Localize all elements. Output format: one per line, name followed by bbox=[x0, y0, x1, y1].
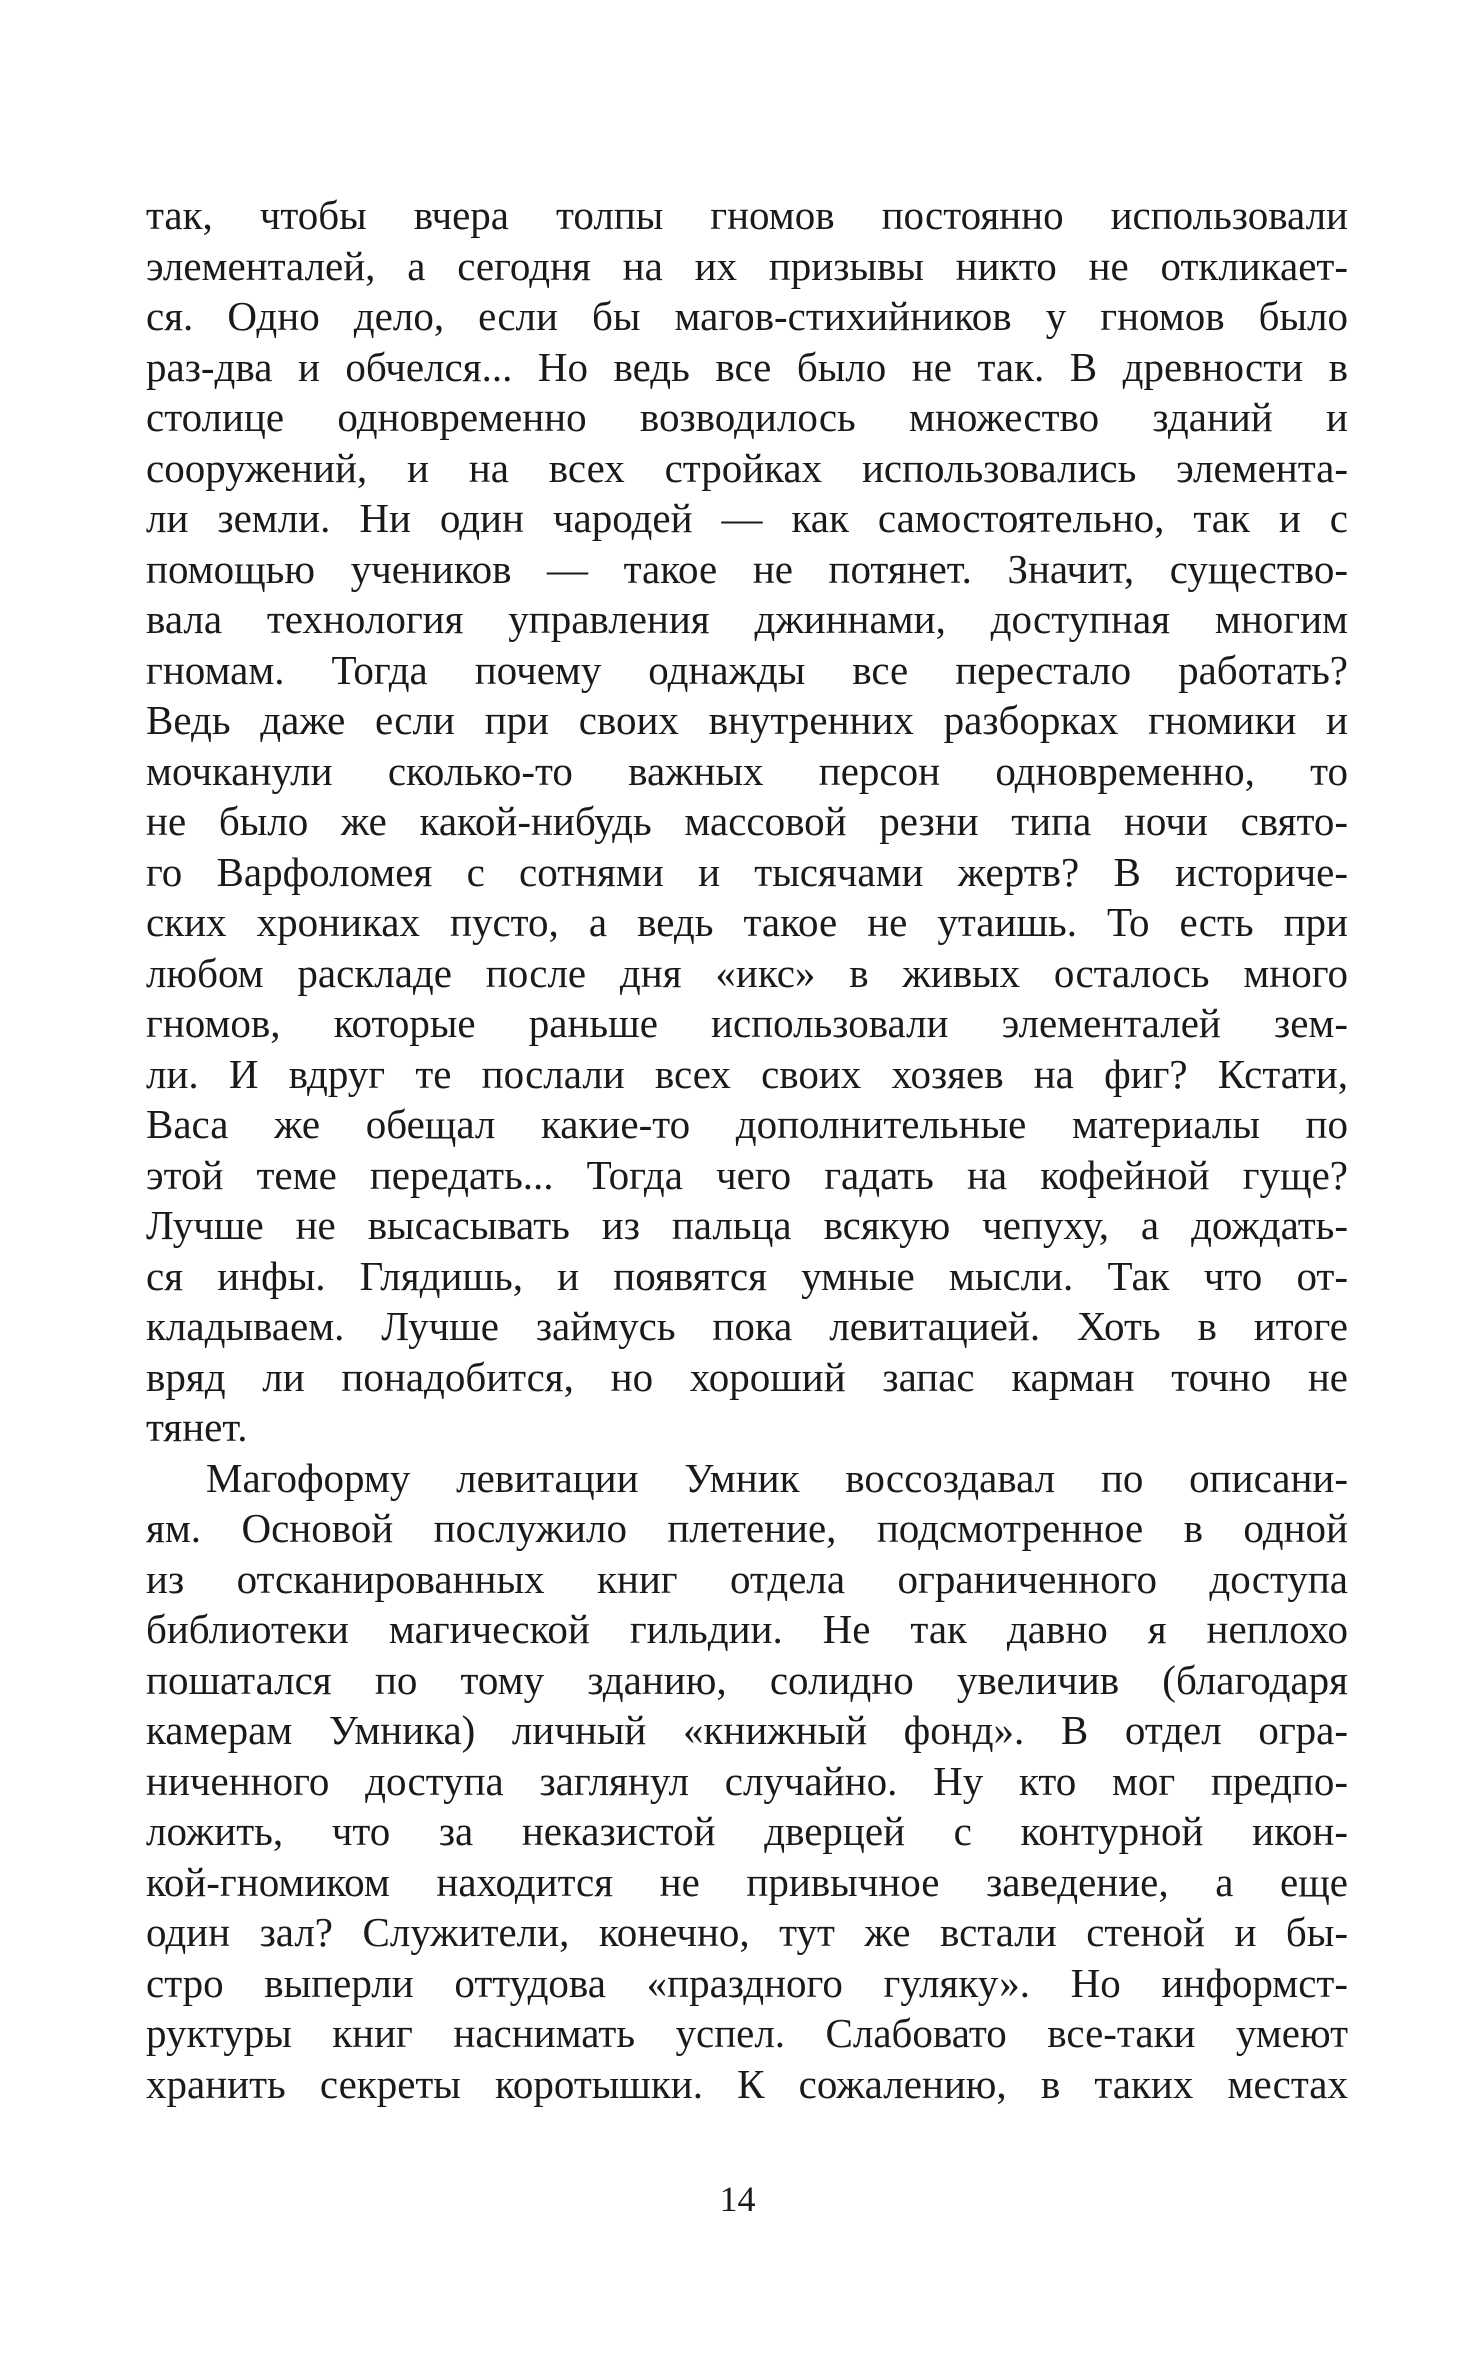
text-line: ли. И вдруг те послали всех своих хозяев на фиг? Кстати, bbox=[146, 1050, 1348, 1097]
text-line: так, чтобы вчера толпы гномов постоянно использовали bbox=[146, 192, 1348, 238]
text-line: кладываем. Лучше займусь пока левитацией. Хоть в итоге bbox=[146, 1303, 1348, 1349]
text-line: кой-гномиком находится не привычное заведение, а еще bbox=[146, 1858, 1348, 1905]
text-line: из отсканированных книг отдела ограниченного доступа bbox=[146, 1555, 1348, 1602]
text-line: пошатался по тому зданию, солидно увеличив (благодаря bbox=[146, 1656, 1348, 1703]
text-line: хранить секреты коротышки. К сожалению, в таких местах bbox=[146, 2060, 1348, 2107]
page-number: 14 bbox=[719, 2179, 756, 2219]
text-line: сооружений, и на всех стройках использовались элемента- bbox=[146, 444, 1348, 491]
paragraph bbox=[146, 1453, 1348, 2110]
text-line: ся. Одно дело, если бы магов-стихийников у гномов было bbox=[146, 293, 1348, 339]
text-line: раз-два и обчелся... Но ведь все было не так. В древности в bbox=[146, 343, 1348, 390]
text-line: один зал? Служители, конечно, тут же встали стеной и бы- bbox=[146, 1909, 1348, 1955]
text-line: библиотеки магической гильдии. Не так давно я неплохо bbox=[146, 1606, 1348, 1652]
text-line: Васа же обещал какие-то дополнительные материалы по bbox=[146, 1101, 1348, 1147]
text-line: помощью учеников — такое не потянет. Значит, существо- bbox=[146, 545, 1348, 592]
text-line: этой теме передать... Тогда чего гадать на кофейной гуще? bbox=[146, 1151, 1348, 1198]
text-line: Ведь даже если при своих внутренних разборках гномики и bbox=[146, 697, 1348, 743]
text-line: вала технология управления джиннами, доступная многим bbox=[146, 596, 1348, 642]
text-line: ских хрониках пусто, а ведь такое не утаишь. То есть при bbox=[146, 899, 1348, 945]
text-line: стро выперли оттудова «праздного гуляку». Но информст- bbox=[146, 1959, 1348, 2006]
text-line: элементалей, а сегодня на их призывы никто не откликает- bbox=[146, 242, 1348, 289]
text-line: гномов, которые раньше использовали элементалей зем- bbox=[146, 1000, 1348, 1046]
text-line: вряд ли понадобится, но хороший запас карман точно не bbox=[146, 1353, 1348, 1400]
text-line: гномам. Тогда почему однажды все перестало работать? bbox=[146, 646, 1348, 693]
text-line: столице одновременно возводилось множество зданий и bbox=[146, 394, 1348, 440]
text-line: ли земли. Ни один чародей — как самостоятельно, так и с bbox=[146, 495, 1348, 541]
text-line: мочканули сколько-то важных персон одновременно, то bbox=[146, 747, 1348, 794]
text-line: ям. Основой послужило плетение, подсмотренное в одной bbox=[146, 1505, 1348, 1551]
body-text bbox=[146, 190, 1348, 2109]
text-line: камерам Умника) личный «книжный фонд». В отдел огра- bbox=[146, 1707, 1348, 1753]
text-line: руктуры книг наснимать успел. Слабовато все-таки умеют bbox=[146, 2010, 1348, 2056]
text-line: любом раскладе после дня «икс» в живых осталось много bbox=[146, 949, 1348, 996]
text-line: ся инфы. Глядишь, и появятся умные мысли. Так что от- bbox=[146, 1252, 1348, 1299]
text-line: тянет. bbox=[146, 1404, 248, 1450]
text-line: го Варфоломея с сотнями и тысячами жертв? В историче- bbox=[146, 848, 1348, 895]
text-line: ложить, что за неказистой дверцей с контурной икон- bbox=[146, 1808, 1348, 1854]
text-line: не было же какой-нибудь массовой резни типа ночи свято- bbox=[146, 798, 1348, 844]
text-line: Лучше не высасывать из пальца всякую чепуху, а дождать- bbox=[146, 1202, 1348, 1248]
text-line: Магоформу левитации Умник воссоздавал по описани- bbox=[206, 1454, 1348, 1501]
paragraph bbox=[146, 190, 1348, 1453]
text-line: ниченного доступа заглянул случайно. Ну кто мог предпо- bbox=[146, 1757, 1348, 1804]
